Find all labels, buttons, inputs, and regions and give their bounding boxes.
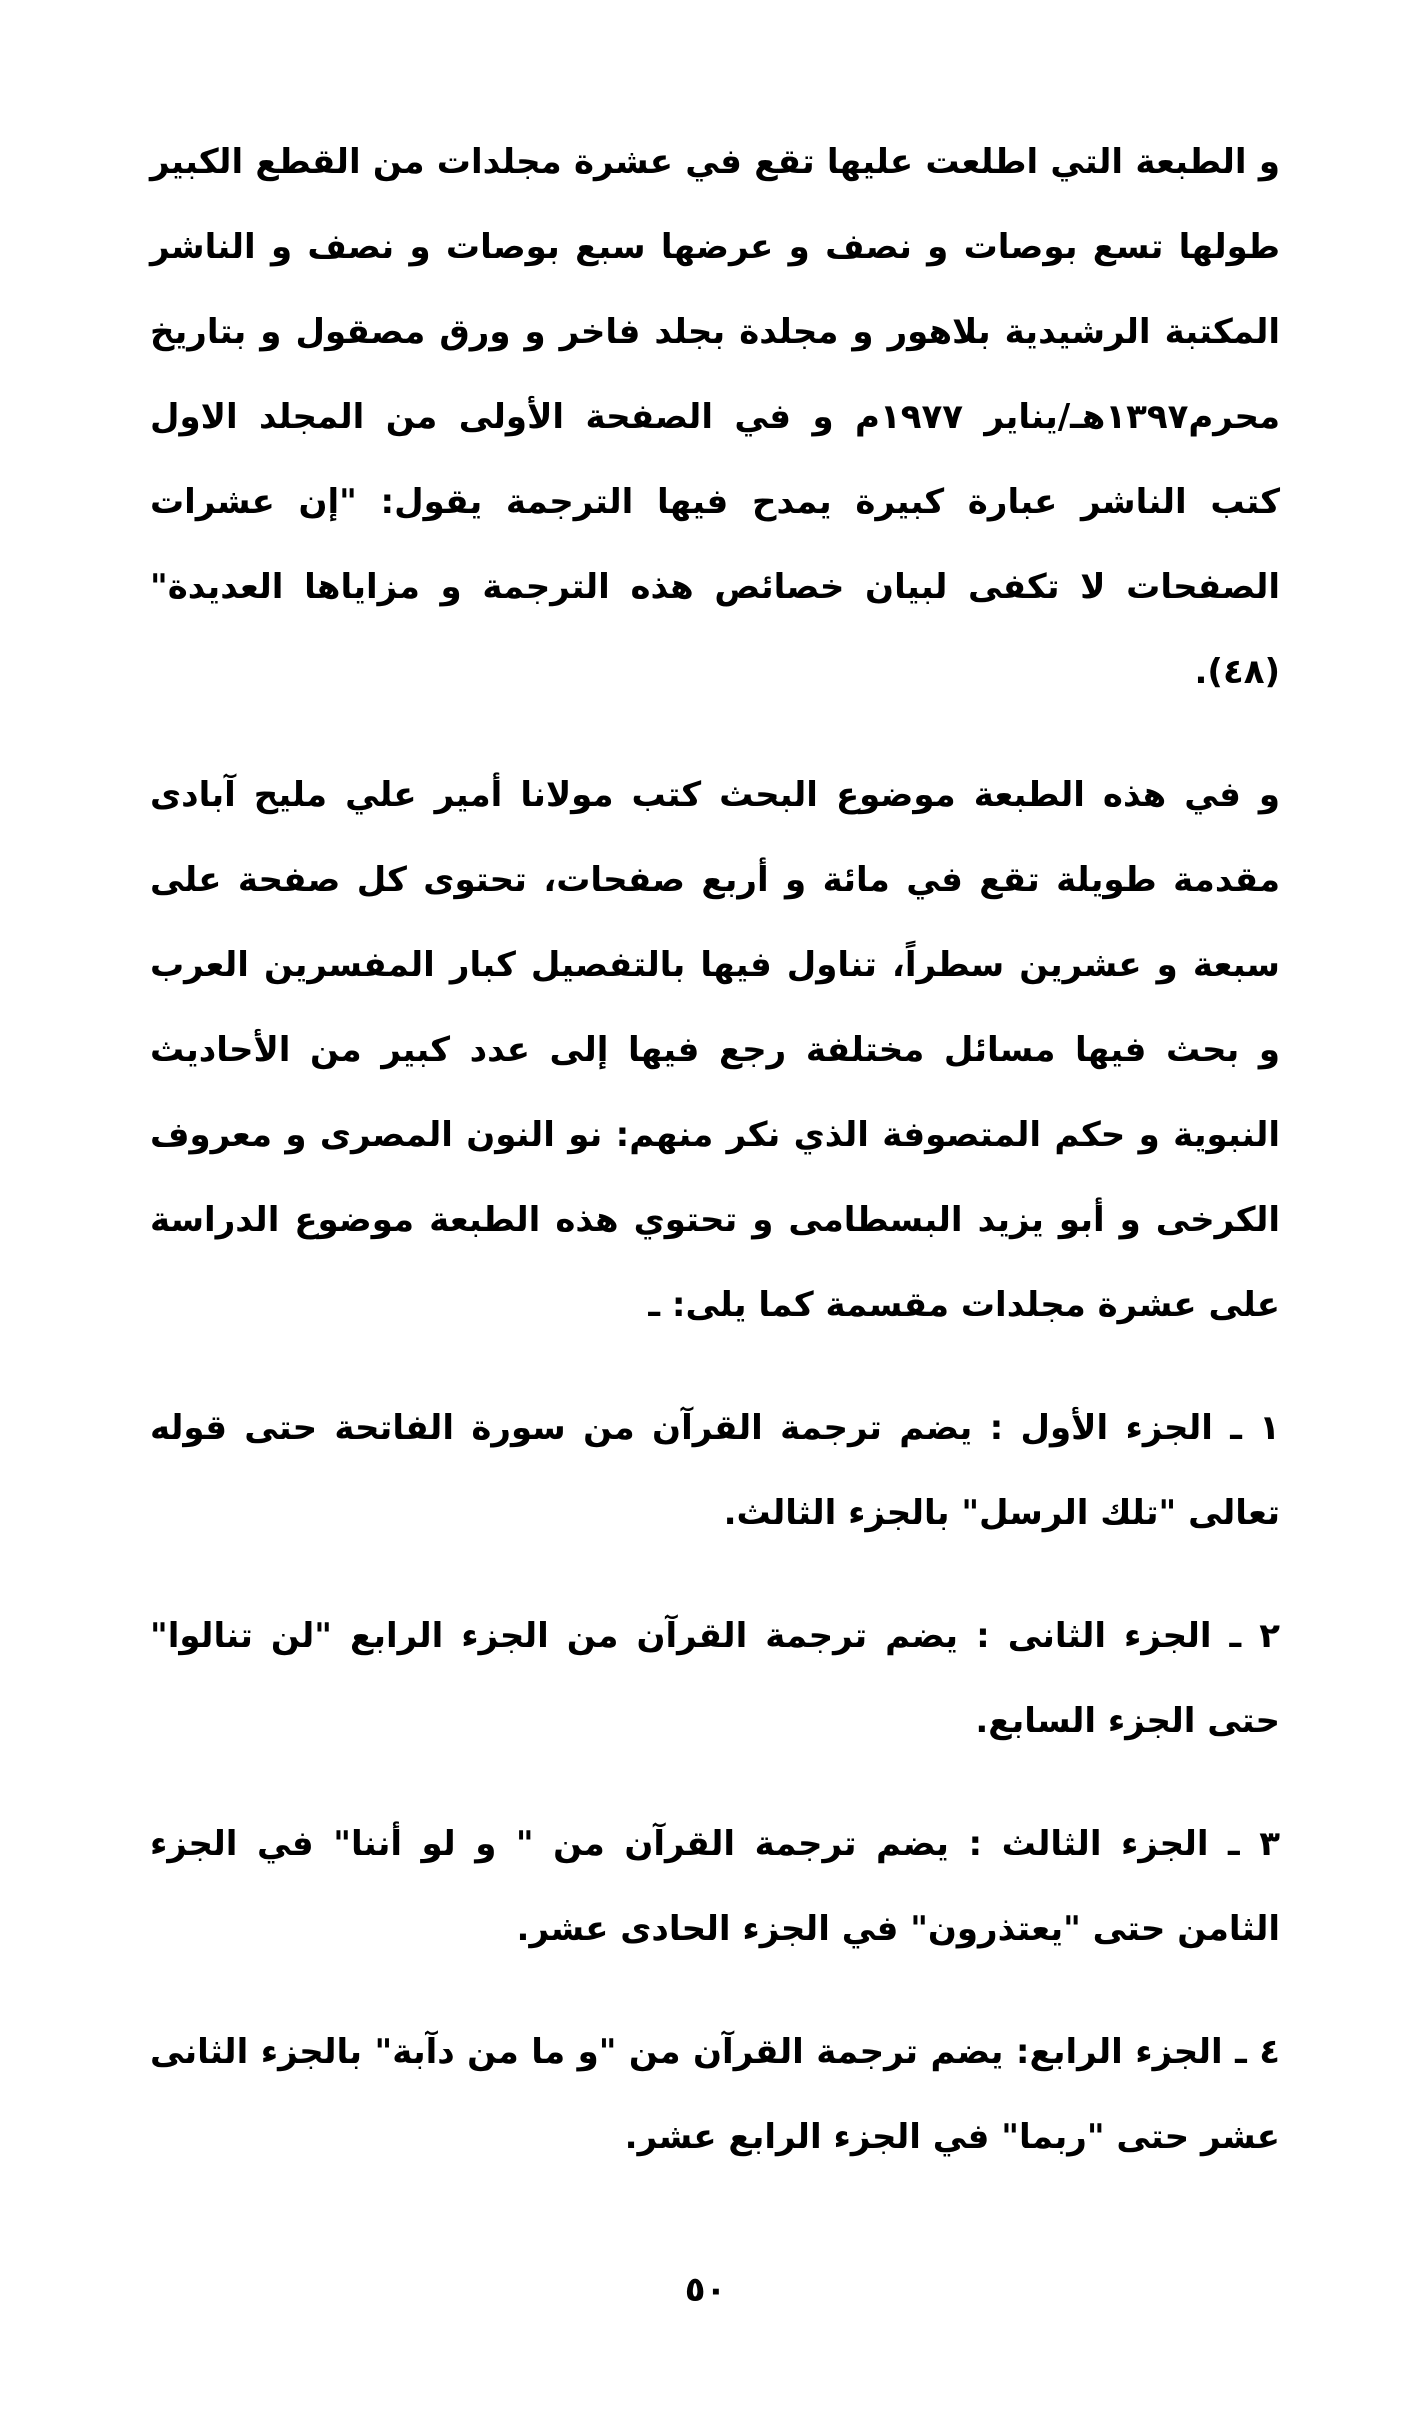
list-item-volume-1: ١ ـ الجزء الأول : يضم ترجمة القرآن من سورة الفاتحة حتى قوله تعالى "تلك الرسل" بالجزء الثالث.: [150, 1408, 1280, 1533]
list-item-volume-4: ٤ ـ الجزء الرابع: يضم ترجمة القرآن من "و ما من دآبة" بالجزء الثانى عشر حتى "ربما" في الجزء الرابع عشر.: [150, 2032, 1280, 2157]
page-number: ٥٠: [684, 2270, 727, 2310]
paragraph-introduction: و في هذه الطبعة موضوع البحث كتب مولانا أمير علي مليح آبادى مقدمة طويلة تقع في مائة و أربع صفحات، تحتوى كل صفحة على سبعة و عشرين سطراً، تناول فيها بالتفصيل كبار المفسرين العرب و بحث فيها مسائل مختلفة رجع فيها إلى عدد كبير من الأحاديث النبوية و حكم المتصوفة الذي نكر منهم: نو النون المصرى و معروف الكرخى و أبو يزيد البسطامى و تحتوي هذه الطبعة موضوع الدراسة على عشرة مجلدات مقسمة كما يلى: ـ: [150, 775, 1280, 1325]
document-page: [150, 120, 1280, 2218]
list-item-volume-2: ٢ ـ الجزء الثانى : يضم ترجمة القرآن من الجزء الرابع "لن تنالوا" حتى الجزء السابع.: [150, 1616, 1280, 1741]
paragraph-edition-description: و الطبعة التي اطلعت عليها تقع في عشرة مجلدات من القطع الكبير طولها تسع بوصات و نصف و عرضها سبع بوصات و نصف و الناشر المكتبة الرشيدية بلاهور و مجلدة بجلد فاخر و ورق مصقول و بتاريخ محرم١٣٩٧هـ/يناير ١٩٧٧م و في الصفحة الأولى من المجلد الاول كتب الناشر عبارة كبيرة يمدح فيها الترجمة يقول: "إن عشرات الصفحات لا تكفى لبيان خصائص هذه الترجمة و مزاياها العديدة"(٤٨).: [150, 142, 1280, 692]
list-item-volume-3: ٣ ـ الجزء الثالث : يضم ترجمة القرآن من " و لو أننا" في الجزء الثامن حتى "يعتذرون" في الجزء الحادى عشر.: [150, 1824, 1280, 1949]
